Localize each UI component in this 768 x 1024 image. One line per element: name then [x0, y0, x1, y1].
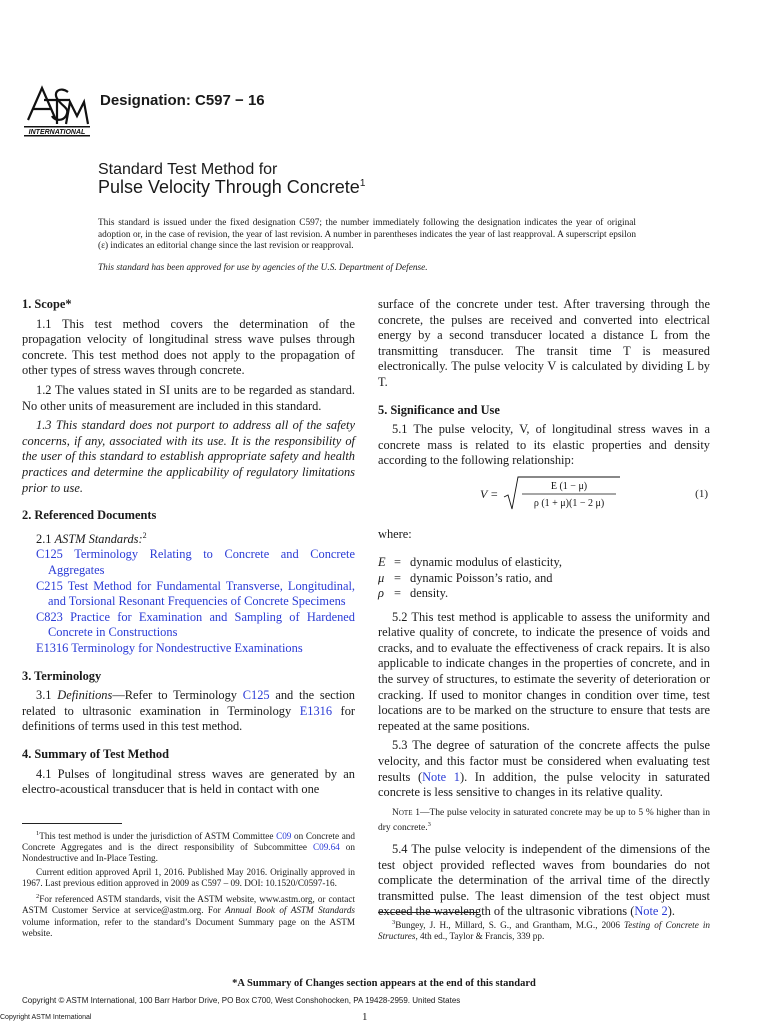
footnote-2-text-b: volume information, refer to the standard’s Document Summary page on the ASTM website. [22, 916, 355, 938]
footnote-3-italic: Testing of Concrete in Structures [378, 920, 710, 942]
logo-subtext: INTERNATIONAL [28, 129, 86, 136]
para-3-1-text-c: for definitions of terms used in this test method. [22, 703, 356, 734]
definition-row [378, 586, 710, 602]
definition-text: dynamic Poisson’s ratio, and [410, 570, 553, 585]
link-note-1[interactable]: Note 1 [422, 769, 460, 784]
reference-item [36, 641, 355, 657]
para-3-1-text-b: and the section related to ultrasonic examination in Terminology [22, 688, 355, 718]
copyright-watermark: Copyright ASTM International [0, 1014, 92, 1021]
definition-symbol: μ [378, 570, 385, 585]
definition-row [378, 555, 710, 571]
equation-numerator: E (1 − μ) [550, 480, 588, 492]
reference-code-link[interactable]: C125 [36, 547, 63, 562]
para-5-3-text-a: 5.3 The degree of saturation of the concrete affects the pulse velocity, and this factor must be considered when evaluating test results ( [378, 738, 710, 784]
footnote-rule [22, 823, 122, 824]
para-5-3 [378, 738, 710, 800]
para-5-4-text-b: ). [667, 904, 675, 919]
title-footnote-ref: 1 [359, 178, 366, 189]
designation: Designation: C597 − 16 [100, 92, 265, 109]
footnote-1-edition: Current edition approved April 1, 2016. Published May 2016. Originally approved in 1967. Last previous edition approved in 2009 as C597 – 09. DOI: 10.1520/C0597-16. [22, 866, 355, 888]
equation-1 [378, 475, 710, 515]
note-1-text: —The pulse velocity in saturated concrete may be up to 5 % higher than in dry concrete. [378, 807, 710, 833]
where-label: where: [378, 526, 412, 541]
footnote-1-text-a: This test method is under the jurisdiction of ASTM Committee [39, 831, 277, 842]
footnote-1-text-b: on Concrete and Concrete Aggregates and is the direct responsibility of Subcommittee [22, 831, 355, 853]
para-5-2: 5.2 This test method is applicable to assess the uniformity and relative quality of concrete, to indicate the presence of voids and cracks, and to evaluate the effectiveness of crack repairs. It is also applicable to indicate changes in the properties of concrete, and in the survey of structures, to estimate the severity of deterioration or cracking. If used to monitor changes in condition over time, test locations are to be marked on the structure to ensure that tests are repeated at the same positions. [378, 609, 710, 733]
section-5-heading: 5. Significance and Use [378, 402, 500, 417]
para-2-1-number: 2.1 [36, 531, 55, 546]
para-1-1: 1.1 This test method covers the determination of the propagation velocity of longitudinal stress wave pulses through concrete. This test method does not apply to the propagation of other types of stress waves through concrete. [22, 316, 355, 378]
footnotes-left [22, 823, 355, 941]
right-column [378, 297, 710, 920]
reference-code-link[interactable]: E1316 [36, 641, 69, 655]
equation-radical [502, 475, 622, 515]
section-3-heading: 3. Terminology [22, 668, 102, 683]
intro-paragraph: This standard is issued under the fixed designation C597; the number immediately following the designation indicates the year of original adoption or, in the case of revision, the year of last revision. A number in parentheses indicates the year of last reapproval. A superscript epsilon (ε) indicates an editorial change since the last revision or reapproval. [98, 218, 636, 251]
astm-logo [22, 80, 92, 140]
definition-equals: = [394, 570, 401, 585]
para-5-4-text-a: 5.4 The pulse velocity is independent of the dimensions of the test object provided reflected waves from boundaries do not complicate the determination of the arrival time of the directly transmitted pulse. The least dimension of the test object must exceed the wavelength of the ultrasonic vibrations ( [378, 841, 710, 919]
footnote-3-marker: 3 [392, 919, 396, 926]
footnote-3-text-a: Bungey, J. H., Millard, S. G., and Grantham, M.G., 2006 [395, 920, 624, 931]
reference-item [36, 547, 355, 578]
section-4-heading: 4. Summary of Test Method [22, 746, 169, 761]
reference-title-link[interactable]: Test Method for Fundamental Transverse, Longitudinal, and Torsional Resonant Frequencies of Concrete Specimens [48, 578, 355, 609]
link-e1316[interactable]: E1316 [299, 703, 333, 718]
footnote-2-marker: 2 [36, 893, 40, 901]
intro [98, 218, 636, 274]
title-line2 [98, 177, 365, 198]
footnotes-right [378, 912, 710, 944]
footnote-3-text-b: , 4th ed., Taylor & Francis, 339 pp. [415, 931, 545, 942]
link-c09-64[interactable]: C09.64 [312, 842, 340, 853]
title-line1: Standard Test Method for [98, 161, 278, 178]
equation-denominator: ρ (1 + μ)(1 − 2 μ) [533, 497, 605, 509]
definition-row [378, 571, 710, 587]
definition-text: dynamic modulus of elasticity, [410, 554, 562, 569]
astm-standards-label: ASTM Standards: [54, 531, 143, 546]
definitions-label: Definitions [57, 688, 113, 703]
page-number: 1 [362, 1011, 368, 1023]
equation-lhs: V = [480, 486, 499, 501]
para-1-2: 1.2 The values stated in SI units are to be regarded as standard. No other units of measurement are included in this standard. [22, 382, 355, 413]
left-column [22, 297, 355, 798]
link-c09[interactable]: C09 [276, 831, 292, 842]
footnote-2-text-a: For referenced ASTM standards, visit the ASTM website, www.astm.org, or contact ASTM Customer Service at service@astm.org. For [22, 894, 355, 916]
definition-symbol: ρ [378, 586, 384, 601]
footnote-1-marker: 1 [36, 830, 40, 837]
para-5-1: 5.1 The pulse velocity, V, of longitudinal stress waves in a concrete mass is related to its elastic properties and density according to the following relationship: [378, 422, 710, 468]
note-1-footnote-ref: 3 [427, 820, 431, 828]
footnote-3 [378, 917, 710, 942]
footnote-2-italic: Annual Book of ASTM Standards [225, 905, 355, 916]
summary-of-changes-note: *A Summary of Changes section appears at the end of this standard [232, 978, 536, 989]
footnote-1 [22, 828, 355, 865]
definition-text: density. [410, 586, 449, 601]
copyright-line: Copyright © ASTM International, 100 Barr Harbor Drive, PO Box C700, West Conshohocken, PA 19428-2959. United States [22, 996, 461, 1005]
para-3-1-text-a: —Refer to Terminology [112, 688, 243, 703]
section-2-heading: 2. Referenced Documents [22, 508, 157, 523]
title-text: Pulse Velocity Through Concrete [98, 177, 360, 197]
note-1 [378, 807, 710, 834]
para-3-1 [22, 688, 355, 735]
reference-title-link[interactable]: Practice for Examination and Sampling of Hardened Concrete in Constructions [48, 609, 355, 640]
note-1-label: Note 1 [392, 807, 420, 818]
reference-code-link[interactable]: C823 [36, 609, 63, 624]
link-c125[interactable]: C125 [242, 688, 270, 703]
footnote-1-text-c: on Nondestructive and In-Place Testing. [22, 842, 355, 864]
symbol-definitions [378, 555, 710, 602]
definition-symbol: E [378, 554, 386, 569]
reference-code-link[interactable]: C215 [36, 578, 63, 593]
equation-number: (1) [695, 487, 708, 500]
para-5-3-text-b: ). In addition, the pulse velocity in saturated concrete is less sensitive to changes in its relative quality. [378, 769, 710, 800]
reference-title-link[interactable]: Terminology Relating to Concrete and Concrete Aggregates [48, 547, 355, 578]
footnote-2 [22, 891, 355, 939]
para-1-3: 1.3 This standard does not purport to address all of the safety concerns, if any, associated with its use. It is the responsibility of the user of this standard to establish appropriate safety and health practices and determine the applicability of regulatory limitations prior to use. [22, 418, 355, 495]
reference-title-link[interactable]: Terminology for Nondestructive Examinations [71, 641, 303, 655]
definition-equals: = [394, 554, 401, 569]
section-1-heading: 1. Scope* [22, 297, 72, 311]
definition-equals: = [394, 586, 401, 601]
para-4-1: 4.1 Pulses of longitudinal stress waves are generated by an electro-acoustical transducer that is held in contact with one [22, 766, 355, 797]
para-4-1-continued: surface of the concrete under test. After traversing through the concrete, the pulses are received and converted into electrical energy by a second transducer located a distance L from the transmitting transducer. The transit time T is measured electronically. The pulse velocity V is calculated by dividing L by T. [378, 297, 710, 389]
referenced-documents-list [22, 547, 355, 656]
footnote-rule-right [378, 912, 478, 913]
para-5-4 [378, 842, 710, 920]
link-note-2[interactable]: Note 2 [634, 904, 668, 919]
reference-item [36, 610, 355, 641]
para-2-1 [22, 528, 355, 548]
reference-item [36, 579, 355, 610]
footnote-ref-2: 2 [142, 530, 147, 540]
para-3-1-number: 3.1 [36, 688, 58, 703]
defense-note: This standard has been approved for use by agencies of the U.S. Department of Defense. [98, 262, 428, 273]
